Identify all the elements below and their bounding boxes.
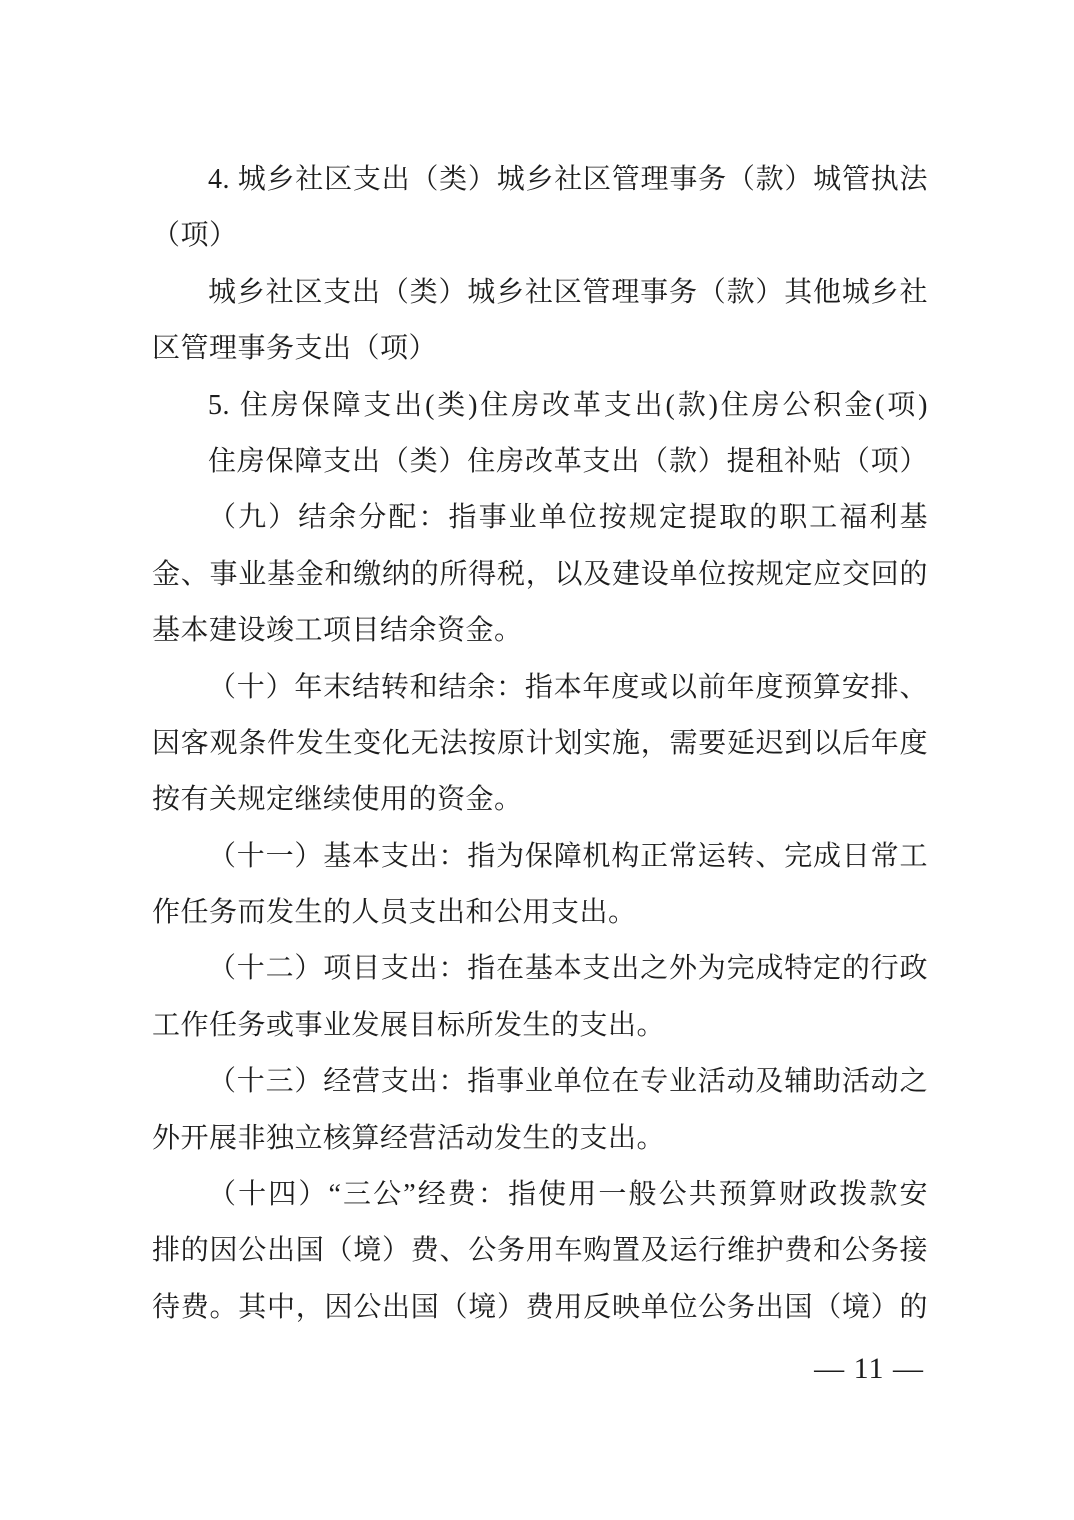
text-line: （十四）“三公”经费：指使用一般公共预算财政拨款安 — [208, 1179, 928, 1211]
text-line: 工作任务或事业发展目标所发生的支出。 — [152, 1009, 666, 1041]
text-line: 城乡社区支出（类）城乡社区管理事务（款）其他城乡社 — [208, 276, 928, 308]
text-line: （十三）经营支出：指事业单位在专业活动及辅助活动之 — [208, 1066, 928, 1098]
text-line: （十）年末结转和结余：指本年度或以前年度预算安排、 — [208, 671, 928, 703]
text-line: 因客观条件发生变化无法按原计划实施，需要延迟到以后年度 — [152, 727, 928, 759]
document-body — [152, 152, 928, 1336]
text-line: （十一）基本支出：指为保障机构正常运转、完成日常工 — [208, 840, 928, 872]
text-line: 住房保障支出（类）住房改革支出（款）提租补贴（项） — [208, 445, 928, 477]
page-number: — 11 — — [814, 1352, 924, 1385]
text-line: 5. 住房保障支出(类)住房改革支出(款)住房公积金(项) — [208, 389, 928, 421]
text-line: 排的因公出国（境）费、公务用车购置及运行维护费和公务接 — [152, 1235, 928, 1267]
text-line: （十二）项目支出：指在基本支出之外为完成特定的行政 — [208, 953, 928, 985]
text-line: 金、事业基金和缴纳的所得税，以及建设单位按规定应交回的 — [152, 558, 928, 590]
text-line: 外开展非独立核算经营活动发生的支出。 — [152, 1122, 666, 1154]
text-line: （九）结余分配：指事业单位按规定提取的职工福利基 — [208, 502, 928, 534]
text-line: 按有关规定继续使用的资金。 — [152, 784, 523, 816]
text-line: 基本建设竣工项目结余资金。 — [152, 615, 523, 647]
text-line: 待费。其中，因公出国（境）费用反映单位公务出国（境）的 — [152, 1291, 928, 1323]
text-line: 4. 城乡社区支出（类）城乡社区管理事务（款）城管执法 — [208, 164, 928, 195]
text-line: 作任务而发生的人员支出和公用支出。 — [152, 897, 637, 929]
text-line: 区管理事务支出（项） — [152, 333, 438, 365]
text-line: （项） — [152, 220, 238, 252]
